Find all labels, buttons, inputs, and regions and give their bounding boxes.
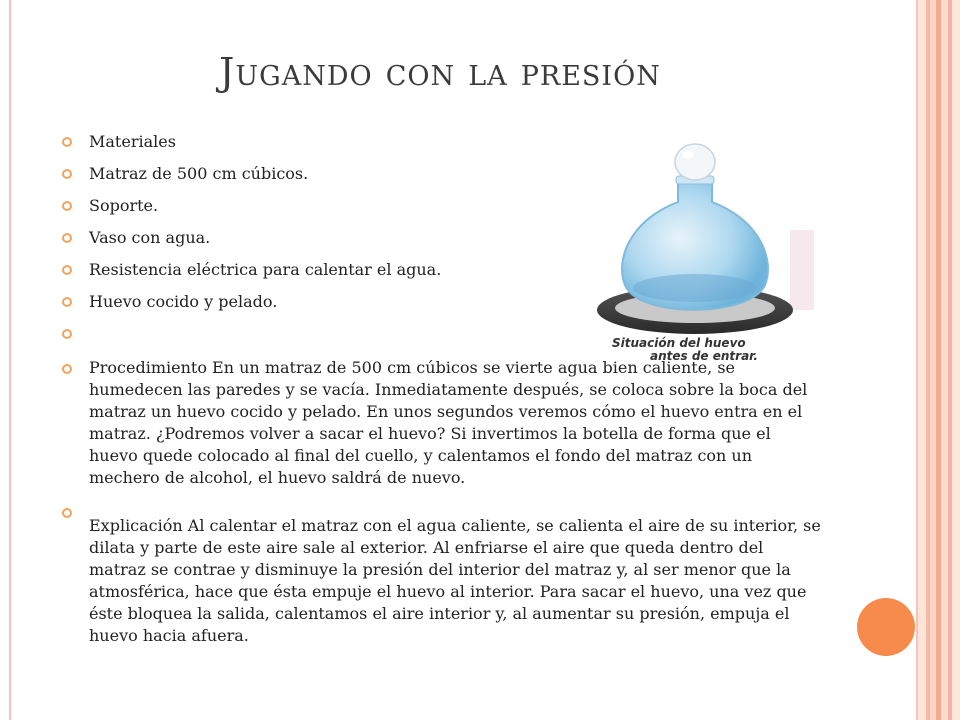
image-caption (612, 337, 758, 363)
item-text: Vaso con agua. (89, 228, 211, 247)
bullet-circle-icon (62, 265, 72, 275)
procedure-paragraph (62, 357, 822, 489)
item-text: Soporte. (89, 196, 159, 215)
caption-line-1: Situación del huevo (612, 336, 746, 350)
decorative-stripes (918, 0, 960, 720)
flask-illustration (590, 140, 820, 365)
explanation-text: Explicación Al calentar el matraz con el agua caliente, se calienta el aire de su interior, se dilata y parte de este aire sale al exterior. Al enfriarse el aire que queda dentro del matraz se contrae y disminuye la presión del interior del matraz y, al ser menor que la atmosférica, hace que ésta empuje el huevo al interior. Para sacar el huevo, una vez que éste bloquea la salida, calentamos el aire interior y, al aumentar su presión, empuja el huevo hacia afuera. (89, 516, 821, 645)
pink-background-shape (790, 230, 814, 310)
bullet-circle-icon (62, 364, 72, 374)
bullet-circle-icon (62, 169, 72, 179)
bullet-circle-icon (62, 329, 72, 339)
bullet-circle-icon (62, 201, 72, 211)
item-text: Huevo cocido y pelado. (89, 292, 278, 311)
slide-title: Jugando con la presión (219, 50, 661, 94)
bullet-circle-icon (62, 233, 72, 243)
bullet-circle-icon (62, 297, 72, 307)
item-text: Materiales (89, 132, 176, 151)
explanation-paragraph (62, 501, 822, 647)
item-text: Resistencia eléctrica para calentar el agua. (89, 260, 442, 279)
water-level (633, 274, 757, 302)
item-text: Matraz de 500 cm cúbicos. (89, 164, 309, 183)
bullet-circle-icon (62, 137, 72, 147)
procedure-text: Procedimiento En un matraz de 500 cm cúbicos se vierte agua bien caliente, se humedecen las paredes y se vacía. Inmediatamente después, se coloca sobre la boca del matraz un huevo cocido y pelado. En unos segundos veremos cómo el huevo entra en el matraz. ¿Podremos volver a sacar el huevo? Si invertimos la botella de forma que el huevo quede colocado al final del cuello, y calentamos el fondo del matraz con un mechero de alcohol, el huevo saldrá de nuevo. (89, 358, 808, 487)
bullet-circle-icon (62, 508, 72, 518)
egg-highlight (682, 151, 694, 159)
decorative-orange-circle (857, 598, 915, 656)
egg (675, 144, 715, 180)
caption-line-2: antes de entrar. (650, 349, 758, 363)
